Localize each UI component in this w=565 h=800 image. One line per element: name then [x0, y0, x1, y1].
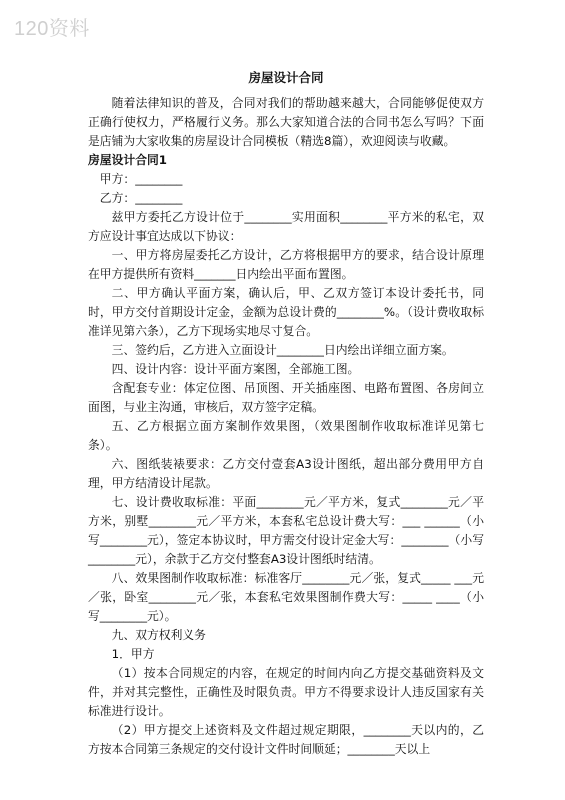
- paragraph: 一、甲方将房屋委托乙方设计，乙方将根据甲方的要求，结合设计原理在甲方提供所有资料_______日内绘出平面布置图。: [88, 248, 484, 281]
- paragraph: 九、双方权利义务: [111, 628, 206, 642]
- paragraph: 七、设计费收取标准：平面________元／平方米，复式________元／平方米，别墅________元／平方米，本套私宅总设计费大写：___ ______（小写________元），签定本协议时，甲方需交付设计定金大写：________（小写________元），余款于乙方交付整套A3设计图纸时结清。: [88, 495, 484, 566]
- paragraph: 甲方：________: [99, 172, 183, 186]
- paragraph: 四、设计内容：设计平面方案图，全部施工图。: [111, 362, 360, 376]
- paragraph: 兹甲方委托乙方设计位于________实用面积________平方米的私宅，双方应设计事宜达成以下协议：: [88, 210, 484, 243]
- paragraph: （2）甲方提交上述资料及文件超过规定期限，________天以内的，乙方按本合同第三条规定的交付设计文件时间顺延；________天以上: [88, 723, 484, 756]
- document-body: [88, 94, 484, 759]
- paragraph: 三、签约后，乙方进入立面设计________日内绘出详细立面方案。: [111, 343, 454, 357]
- paragraph: 含配套专业：体定位图、吊顶图、开关插座图、电路布置图、各房间立面图，与业主沟通，审核后，双方签字定稿。: [88, 381, 484, 414]
- paragraph: 乙方：________: [99, 191, 183, 205]
- document-page: [88, 68, 484, 759]
- watermark: 120资料: [14, 18, 90, 40]
- section-heading: 房屋设计合同1: [88, 153, 167, 167]
- paragraph: 五、乙方根据立面方案制作效果图，（效果图制作收取标准详见第七条）。: [88, 419, 484, 452]
- paragraph: （1）按本合同规定的内容，在规定的时间内向乙方提交基础资料及文件，并对其完整性，正确性及时限负责。甲方不得要求设计人违反国家有关标准进行设计。: [88, 666, 484, 718]
- paragraph: 六、图纸装裱要求：乙方交付壹套A3设计图纸，超出部分费用甲方自理，甲方结清设计尾款。: [88, 457, 484, 490]
- paragraph: 八、效果图制作收取标准：标准客厅________元／张，复式_____ ___元／张，卧室________元／张，本套私宅效果图制作费大写：_____ ____（小写________元）。: [88, 571, 484, 623]
- paragraph: 随着法律知识的普及，合同对我们的帮助越来越大，合同能够促使双方正确行使权力，严格履行义务。那么大家知道合法的合同书怎么写吗？下面是店铺为大家收集的房屋设计合同模板（精选8篇），欢迎阅读与收藏。: [88, 96, 484, 148]
- document-title: 房屋设计合同: [248, 70, 324, 85]
- paragraph: 二、甲方确认平面方案，确认后，甲、乙双方签订本设计委托书，同时，甲方交付首期设计定金，金额为总设计费的________%。（设计费收取标准详见第六条），乙方下现场实地尽寸复合。: [88, 286, 484, 338]
- paragraph: 1．甲方: [111, 647, 155, 661]
